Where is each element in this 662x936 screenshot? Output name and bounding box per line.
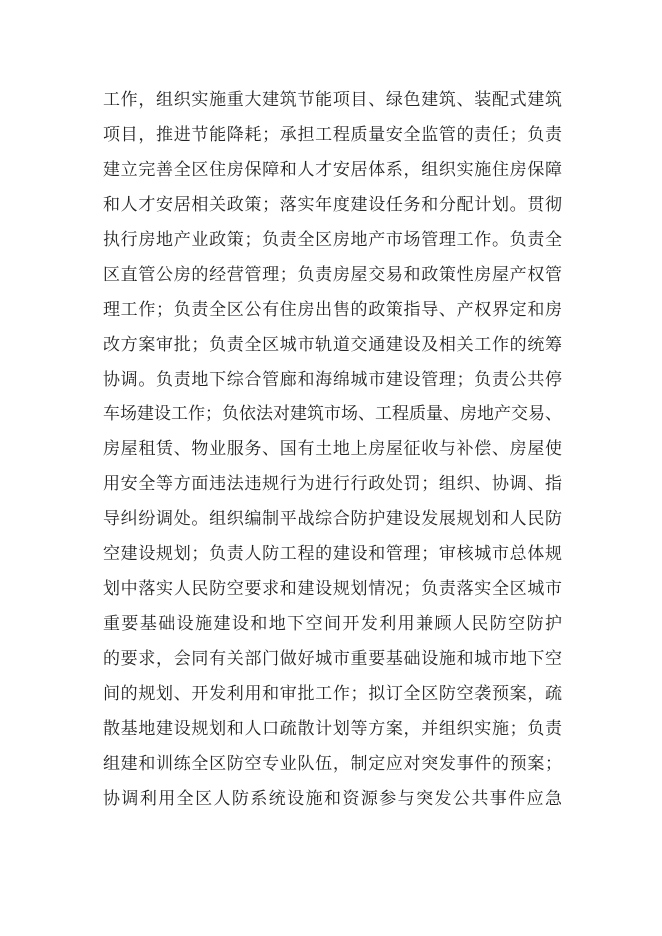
text-line: 协调。负责地下综合管廊和海绵城市建设管理；负责公共停 [103, 369, 562, 390]
text-line: 划中落实人民防空要求和建设规划情况；负责落实全区城市 [103, 579, 562, 600]
text-line: 散基地建设规划和人口疏散计划等方案，并组织实施；负责 [103, 718, 562, 739]
text-line: 间的规划、开发利用和审批工作；拟订全区防空袭预案，疏 [103, 683, 562, 704]
text-line: 区直管公房的经营管理；负责房屋交易和政策性房屋产权管 [103, 264, 562, 285]
text-line: 重要基础设施建设和地下空间开发利用兼顾人民防空防护 [103, 614, 562, 635]
text-line: 用安全等方面违法违规行为进行行政处罚；组织、协调、指 [103, 474, 562, 495]
text-line: 建立完善全区住房保障和人才安居体系，组织实施住房保障 [103, 159, 562, 180]
text-line: 车场建设工作；负依法对建筑市场、工程质量、房地产交易、 [103, 404, 562, 425]
text-line: 改方案审批；负责全区城市轨道交通建设及相关工作的统筹 [103, 334, 562, 355]
text-line: 空建设规划；负责人防工程的建设和管理；审核城市总体规 [103, 544, 562, 565]
text-line: 房屋租赁、物业服务、国有土地上房屋征收与补偿、房屋使 [103, 439, 562, 460]
text-line: 组建和训练全区防空专业队伍，制定应对突发事件的预案； [103, 753, 562, 774]
text-line: 项目，推进节能降耗；承担工程质量安全监管的责任；负责 [103, 124, 562, 145]
text-line: 工作，组织实施重大建筑节能项目、绿色建筑、装配式建筑 [103, 90, 562, 110]
text-line: 理工作；负责全区公有住房出售的政策指导、产权界定和房 [103, 299, 562, 320]
text-line: 执行房地产业政策；负责全区房地产市场管理工作。负责全 [103, 229, 562, 250]
text-line: 的要求，会同有关部门做好城市重要基础设施和城市地下空 [103, 649, 562, 669]
text-line: 协调利用全区人防系统设施和资源参与突发公共事件应急 [103, 788, 562, 809]
document-body [103, 83, 562, 817]
text-line: 导纠纷调处。组织编制平战综合防护建设发展规划和人民防 [103, 509, 562, 530]
text-line: 和人才安居相关政策；落实年度建设任务和分配计划。贯彻 [103, 194, 562, 215]
